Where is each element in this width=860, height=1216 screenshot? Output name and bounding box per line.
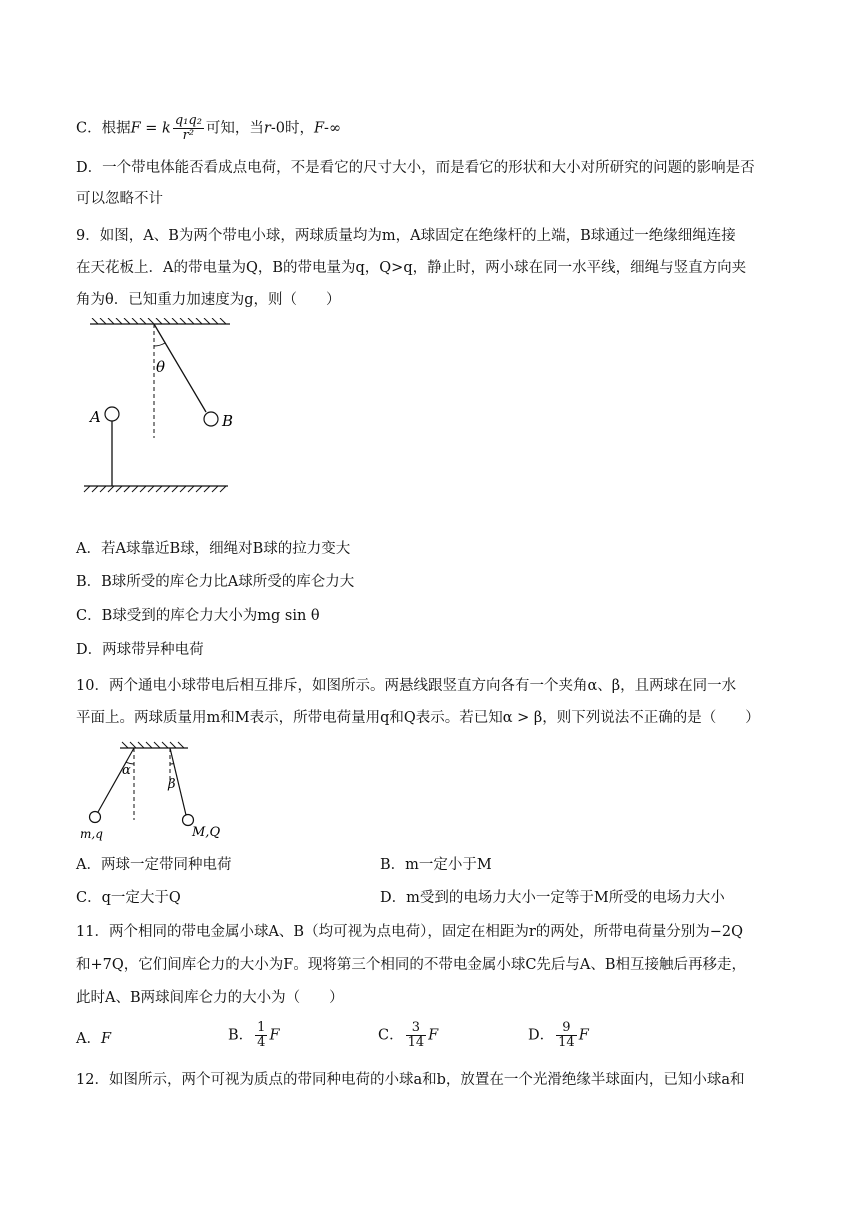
ball-a-label: A: [90, 408, 101, 426]
q11-stem-line1: 11．两个相同的带电金属小球A、B（均可视为点电荷），固定在相距为r的两处，所带电荷量分别为−2Q: [76, 924, 744, 940]
q10-stem-line1: 10．两个通电小球带电后相互排斥，如图所示。两悬线跟竖直方向各有一个夹角α、β，且两球在同一水: [76, 678, 737, 694]
q10-option-b: B．m一定小于M: [380, 857, 492, 873]
q11-stem-line2: 和+7Q，它们间库仑力的大小为F。现将第三个相同的不带电金属小球C先后与A、B相互接触后再移走，: [76, 957, 747, 973]
q10-figure: [78, 738, 238, 842]
q11-option-a: A．F: [76, 1031, 112, 1047]
beta-label: β: [168, 777, 176, 792]
q10-stem-line2: 平面上。两球质量用m和M表示，所带电荷量用q和Q表示。若已知α > β，则下列说法不正确的是（ ）: [76, 710, 760, 726]
q9-option-c: C．B球受到的库仑力大小为mg sin θ: [76, 608, 320, 624]
coulomb-fraction: $\frac{\text{q₁q₂}}{\text{r²}}$: [174, 113, 202, 143]
q8-option-c: C．根据F = k $\frac{\text{q₁q₂}}{\text{r²}}$ 可知，当r-0时，F-∞: [76, 113, 342, 143]
theta-label: θ: [156, 358, 166, 376]
q9-option-b: B．B球所受的库仑力比A球所受的库仑力大: [76, 574, 355, 590]
q11-option-c: C． $\frac{3}{14}$ F: [378, 1020, 439, 1050]
left-ball-label: m,q: [80, 827, 103, 841]
ball-b-label: B: [222, 412, 234, 430]
q12-stem-line1: 12．如图所示，两个可视为质点的带同种电荷的小球a和b，放置在一个光滑绝缘半球面内，已知小球a和: [76, 1072, 745, 1088]
q10-option-a: A．两球一定带同种电荷: [76, 857, 232, 873]
q9-stem-line2: 在天花板上．A的带电量为Q，B的带电量为q，Q>q，静止时，两小球在同一水平线，细绳与竖直方向夹: [76, 260, 747, 276]
q9-option-d: D．两球带异种电荷: [76, 642, 204, 658]
q10-option-c: C．q一定大于Q: [76, 890, 181, 906]
alpha-label: α: [122, 763, 131, 778]
q8-option-d-line2: 可以忽略不计: [76, 191, 163, 207]
q10-option-d: D．m受到的电场力大小一定等于M所受的电场力大小: [380, 890, 725, 906]
q8-option-d-line1: D．一个带电体能否看成点电荷，不是看它的尺寸大小，而是看它的形状和大小对所研究的问题的影响是否: [76, 160, 755, 176]
q9-figure: [80, 318, 240, 498]
q9-option-a: A．若A球靠近B球，细绳对B球的拉力变大: [76, 541, 351, 557]
q11-option-d: D． $\frac{9}{14}$ F: [528, 1020, 589, 1050]
q11-option-b: B． $\frac{1}{4}$ F: [228, 1020, 280, 1050]
q9-stem-line1: 9．如图，A、B为两个带电小球，两球质量均为m，A球固定在绝缘杆的上端，B球通过一绝缘细绳连接: [76, 228, 736, 244]
q9-stem-line3: 角为θ．已知重力加速度为g，则（ ）: [76, 292, 341, 308]
q11-stem-line3: 此时A、B两球间库仑力的大小为（ ）: [76, 990, 344, 1006]
right-ball-label: M,Q: [192, 825, 221, 840]
